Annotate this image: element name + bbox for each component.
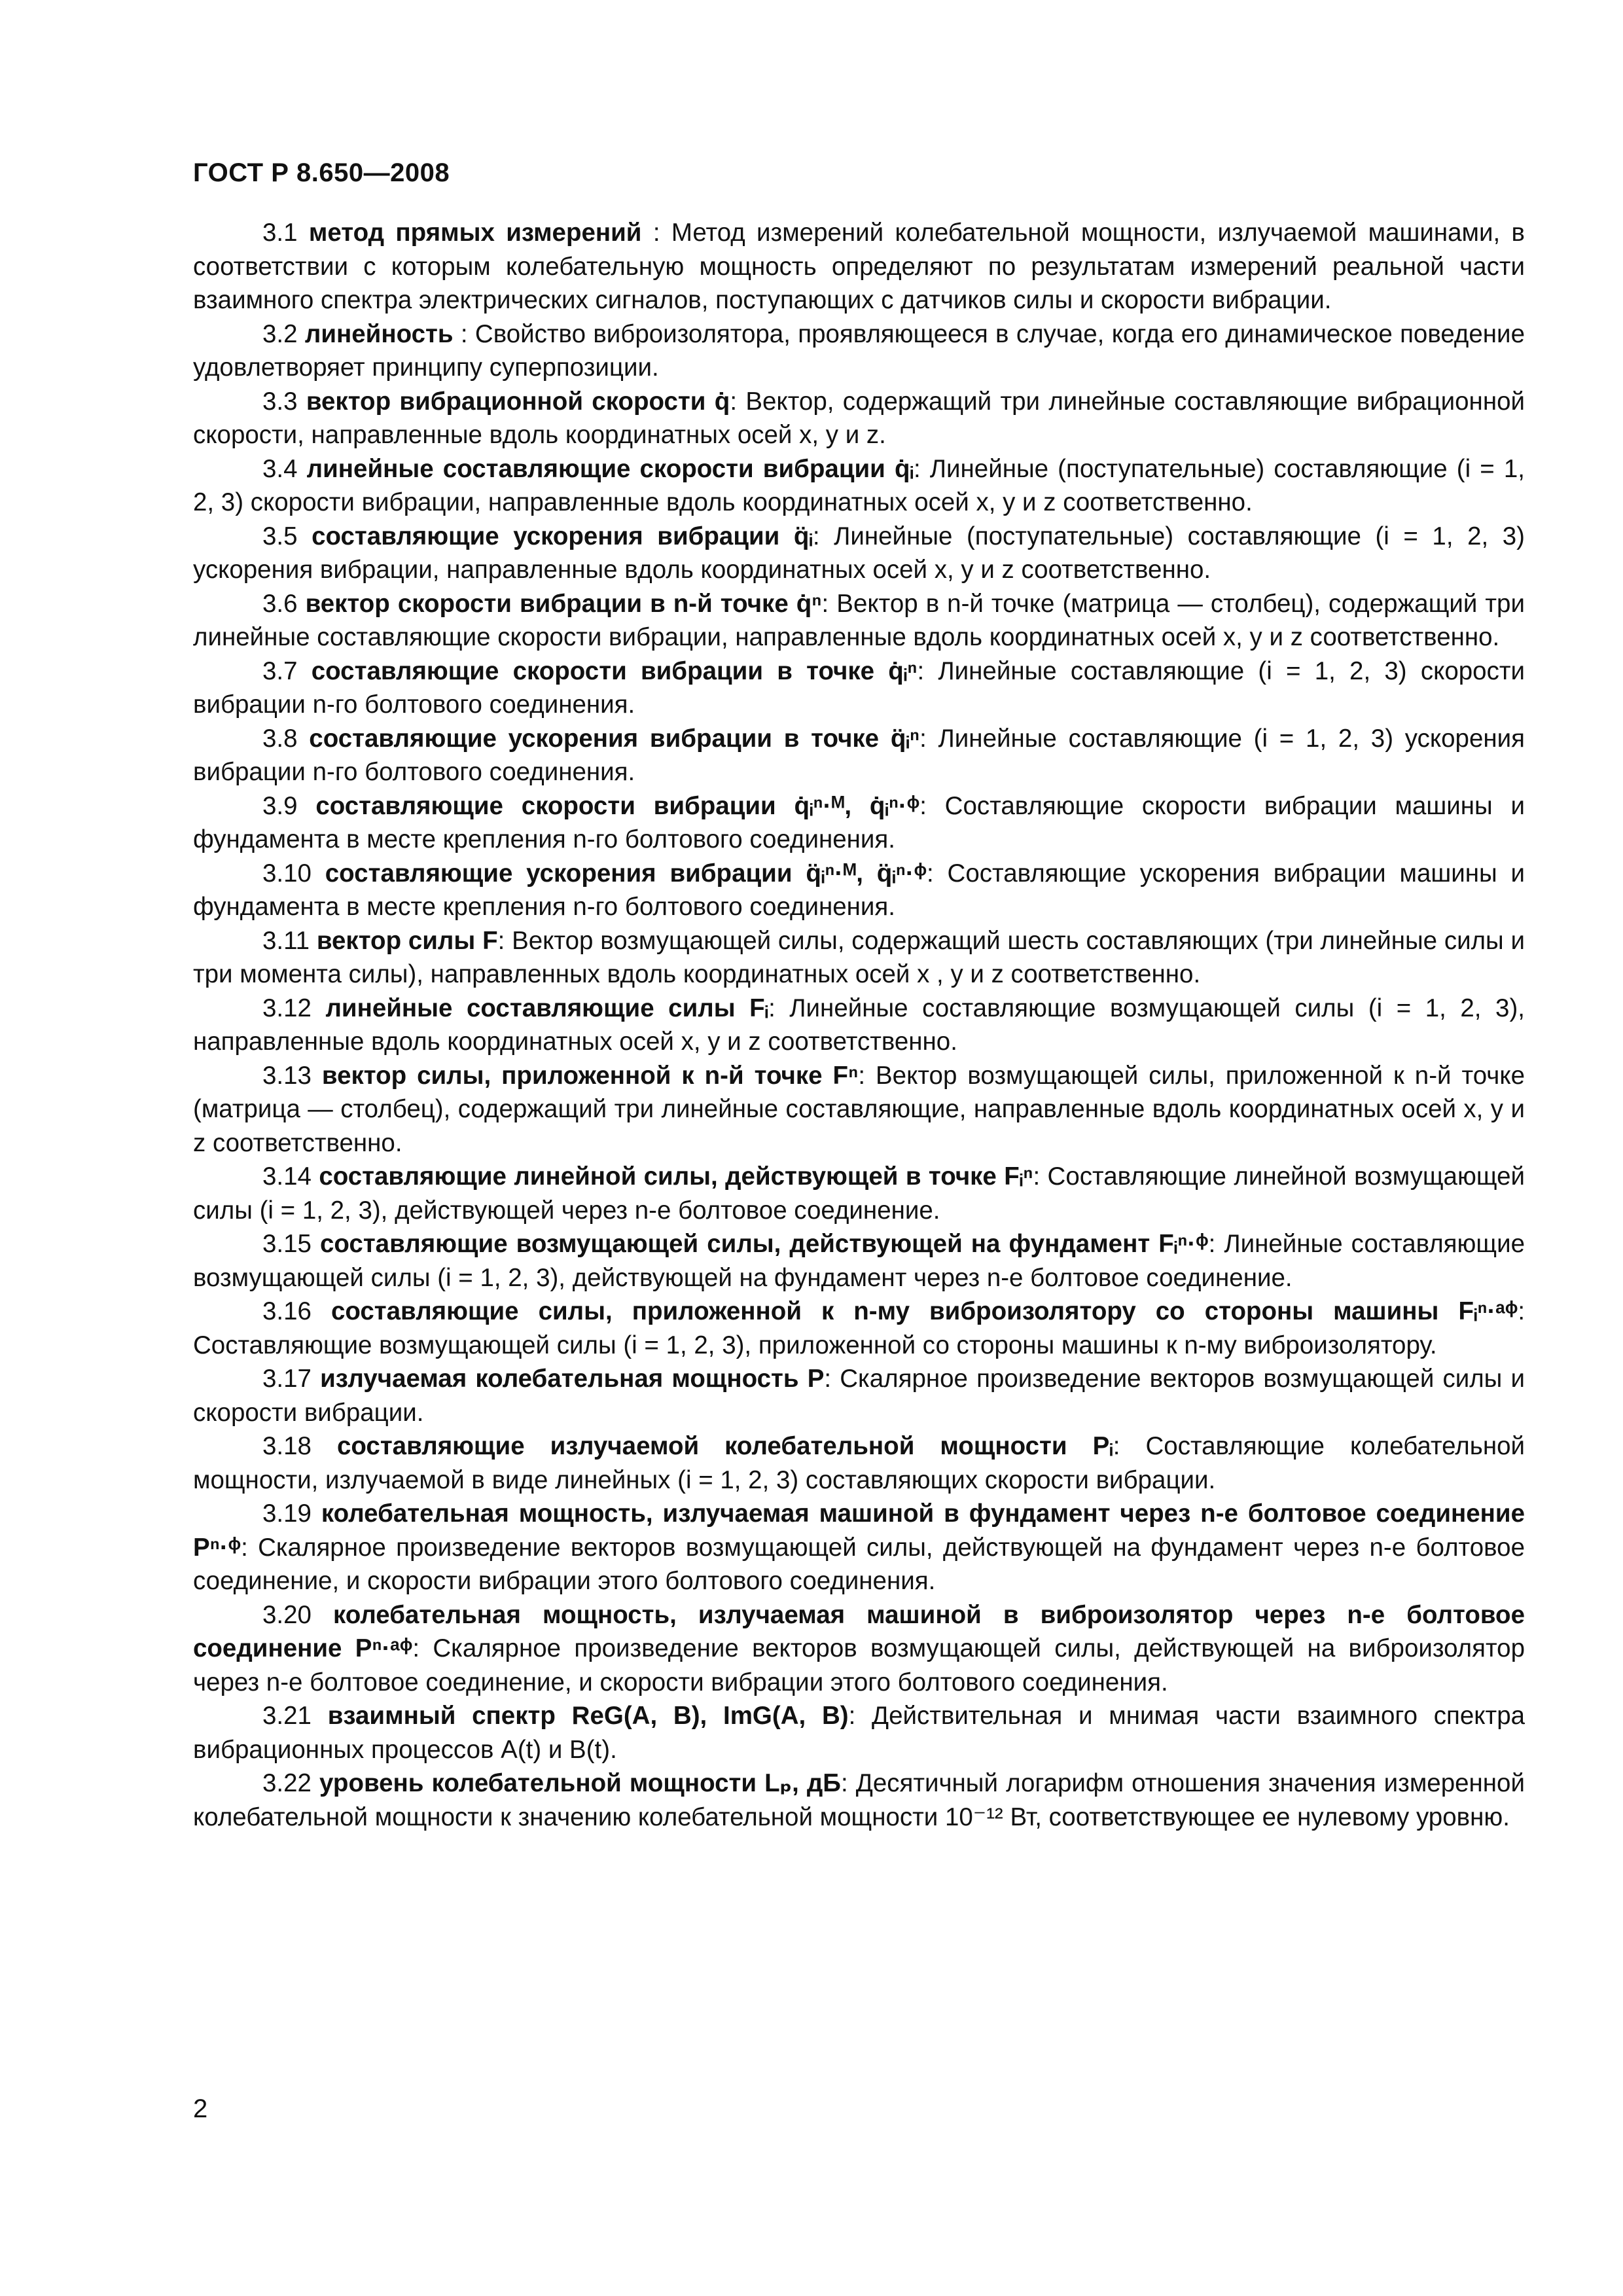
term-definition: : Составляющие колебательной мощности, излучаемой в виде линейных (i = 1, 2, 3) составляющих скорости вибрации. (193, 1432, 1525, 1494)
term-number: 3.17 (262, 1365, 312, 1393)
term-title: линейные составляющие силы (325, 994, 736, 1022)
term-3-16 (193, 1295, 1525, 1362)
term-3-7 (193, 655, 1525, 722)
term-definition: : Десятичный логарифм отношения значения измеренной колебательной мощности к значению колебательной мощности 10⁻¹² Вт, соответствующее ее нулевому уровню. (193, 1769, 1525, 1831)
term-title: вектор скорости вибрации в n-й точке (305, 589, 789, 618)
term-definition: : Вектор возмущающей силы, содержащий шесть составляющих (три линейные силы и три момента силы), направленных вдоль координатных осей x , y и z соответственно. (193, 926, 1525, 988)
term-title: метод прямых измерений (308, 219, 642, 247)
term-number: 3.20 (262, 1600, 312, 1629)
term-number: 3.22 (262, 1769, 312, 1797)
term-3-10 (193, 857, 1525, 924)
term-number: 3.19 (262, 1499, 312, 1528)
term-title: составляющие ускорения вибрации (325, 859, 793, 888)
term-3-9 (193, 789, 1525, 857)
term-symbol: Fᵢⁿ (1004, 1162, 1033, 1191)
term-symbol: Fᵢⁿ·ᶲ (1158, 1230, 1209, 1258)
term-title: составляющие возмущающей силы, действующей на фундамент (319, 1230, 1150, 1258)
term-title: составляющие ускорения вибрации в точке (309, 724, 880, 753)
term-number: 3.14 (262, 1162, 312, 1191)
term-3-5 (193, 520, 1525, 587)
term-definition: : Составляющие возмущающей силы (i = 1, 2, 3), приложенной со стороны машины к n-му виброизолятору. (193, 1297, 1525, 1359)
term-number: 3.3 (262, 387, 298, 416)
term-symbol: F (482, 926, 498, 955)
term-number: 3.1 (262, 219, 298, 247)
term-number: 3.7 (262, 656, 298, 685)
term-title: взаимный спектр (327, 1702, 556, 1730)
term-title: уровень колебательной мощности (319, 1769, 757, 1797)
term-3-2 (193, 317, 1525, 385)
term-title: излучаемая колебательная мощность (320, 1365, 799, 1393)
term-3-13 (193, 1059, 1525, 1160)
term-3-21 (193, 1699, 1525, 1767)
term-3-1 (193, 216, 1525, 317)
term-symbol: Fᵢ (749, 994, 769, 1022)
term-definition: : Свойство виброизолятора, проявляющееся в случае, когда его динамическое поведение удовлетворяет принципу суперпозиции. (193, 319, 1525, 382)
term-symbol: P (807, 1365, 825, 1393)
term-symbol: Fᵢⁿ·ᵃᶲ (1458, 1297, 1518, 1325)
document-header: ГОСТ Р 8.650—2008 (193, 158, 450, 187)
term-3-17 (193, 1362, 1525, 1429)
term-symbol: q̇ᵢ (894, 454, 914, 483)
term-symbol: q̈ᵢ (793, 522, 813, 550)
term-definition: : Вектор возмущающей силы, приложенной к n-й точке (матрица — столбец), содержащий три линейные составляющие, направленные вдоль координатных осей x, y и z соответственно. (193, 1061, 1525, 1157)
term-number: 3.6 (262, 589, 298, 618)
term-definition: : Составляющие ускорения вибрации машины и фундамента в месте крепления n-го болтового соединения. (193, 859, 1525, 921)
term-3-8 (193, 722, 1525, 789)
term-symbol: Pⁿ·ᵃᶲ (355, 1634, 413, 1662)
term-3-22 (193, 1767, 1525, 1834)
term-number: 3.2 (262, 319, 298, 348)
term-number: 3.8 (262, 724, 298, 753)
term-number: 3.11 (262, 926, 310, 955)
term-definition: : Составляющие линейной возмущающей силы (i = 1, 2, 3), действующей через n-е болтовое соединение. (193, 1162, 1525, 1225)
term-title: линейность (304, 319, 454, 348)
term-definition: : Действительная и мнимая части взаимного спектра вибрационных процессов A(t) и B(t). (193, 1702, 1525, 1764)
term-3-14 (193, 1160, 1525, 1227)
term-definition: : Составляющие скорости вибрации машины и фундамента в месте крепления n-го болтового соединения. (193, 791, 1525, 853)
term-definition: : Линейные (поступательные) составляющие (i = 1, 2, 3) ускорения вибрации, направленные вдоль координатных осей x, y и z соответственно. (193, 522, 1525, 584)
term-number: 3.15 (262, 1230, 312, 1258)
term-title: колебательная мощность, излучаемая машиной в фундамент через n-е болтовое соединение (321, 1499, 1525, 1528)
term-3-19 (193, 1497, 1525, 1598)
term-3-20 (193, 1598, 1525, 1700)
term-3-3 (193, 385, 1525, 452)
term-title: линейные составляющие скорости вибрации (306, 454, 885, 483)
term-number: 3.4 (262, 454, 298, 483)
term-number: 3.16 (262, 1297, 312, 1325)
term-title: составляющие силы, приложенной к n-му виброизолятору со стороны машины (330, 1297, 1439, 1325)
term-title: составляющие скорости вибрации (315, 791, 776, 820)
term-symbol: q̇ᵢⁿ·ᴹ, q̇ᵢⁿ·ᶲ (794, 791, 920, 820)
term-definition: : Вектор, содержащий три линейные составляющие вибрационной скорости, направленные вдоль координатных осей x, y и z. (193, 387, 1525, 449)
term-symbol: Pⁿ·ᶲ (193, 1533, 241, 1562)
term-number: 3.21 (262, 1702, 312, 1730)
term-3-11 (193, 924, 1525, 992)
term-title: вектор силы, приложенной к n-й точке (321, 1061, 823, 1090)
term-title: составляющие скорости вибрации в точке (311, 656, 875, 685)
term-symbol: Pᵢ (1092, 1432, 1113, 1460)
term-symbol: Fⁿ (832, 1061, 859, 1090)
term-3-4 (193, 452, 1525, 520)
term-definition: : Линейные составляющие возмущающей силы (i = 1, 2, 3), действующей на фундамент через n-е болтовое соединение. (193, 1230, 1525, 1292)
term-symbol: ReG(A, B), ImG(A, B) (571, 1702, 849, 1730)
term-3-6 (193, 587, 1525, 655)
term-definition: : Скалярное произведение векторов возмущающей силы и скорости вибрации. (193, 1365, 1525, 1427)
term-definition: : Линейные (поступательные) составляющие (i = 1, 2, 3) скорости вибрации, направленные вдоль координатных осей x, y и z соответственно. (193, 454, 1525, 516)
term-definition: : Метод измерений колебательной мощности, излучаемой машинами, в соответствии с которым колебательную мощность определяют по результатам измерений реальной части взаимного спектра электрических сигналов, поступающих с датчиков силы и скорости вибрации. (193, 219, 1525, 314)
term-number: 3.9 (262, 791, 298, 820)
term-number: 3.18 (262, 1432, 312, 1460)
term-definition: : Скалярное произведение векторов возмущающей силы, действующей на виброизолятор через n-е болтовое соединение, и скорости вибрации этого болтового соединения. (193, 1634, 1525, 1696)
term-definition: : Линейные составляющие (i = 1, 2, 3) ускорения вибрации n-го болтового соединения. (193, 724, 1525, 786)
term-definition: : Линейные составляющие (i = 1, 2, 3) скорости вибрации n-го болтового соединения. (193, 656, 1525, 719)
term-number: 3.13 (262, 1061, 312, 1090)
term-title: составляющие линейной силы, действующей в точке (319, 1162, 997, 1191)
term-number: 3.10 (262, 859, 312, 888)
term-symbol: q̈ᵢⁿ·ᴹ, q̈ᵢⁿ·ᶲ (806, 859, 927, 888)
term-number: 3.12 (262, 994, 312, 1022)
term-title: составляющие ускорения вибрации (312, 522, 780, 550)
term-symbol: q̇ᵢⁿ (888, 656, 918, 685)
term-definition: : Вектор в n-й точке (матрица — столбец), содержащий три линейные составляющие скорости вибрации, направленные вдоль координатных осей x, y и z соответственно. (193, 589, 1525, 651)
term-title: колебательная мощность, излучаемая машиной в виброизолятор через n-е болтовое соединение (193, 1600, 1525, 1662)
term-number: 3.5 (262, 522, 298, 550)
term-symbol: Lₚ, дБ (764, 1769, 841, 1797)
terms-list (193, 216, 1525, 1834)
term-3-15 (193, 1227, 1525, 1295)
term-symbol: q̈ᵢⁿ (890, 724, 920, 753)
term-title: вектор вибрационной скорости (306, 387, 706, 416)
term-title: вектор силы (316, 926, 476, 955)
term-definition: : Линейные составляющие возмущающей силы (i = 1, 2, 3), направленные вдоль координатных осей x, y и z соответственно. (193, 994, 1525, 1056)
term-3-18 (193, 1429, 1525, 1497)
term-title: составляющие излучаемой колебательной мощности (336, 1432, 1067, 1460)
term-3-12 (193, 992, 1525, 1059)
term-symbol: q̇ (714, 387, 730, 416)
term-definition: : Скалярное произведение векторов возмущающей силы, действующей на фундамент через n-е болтовое соединение, и скорости вибрации этого болтового соединения. (193, 1533, 1525, 1595)
term-symbol: q̇ⁿ (796, 589, 822, 618)
page-number: 2 (193, 2094, 208, 2123)
